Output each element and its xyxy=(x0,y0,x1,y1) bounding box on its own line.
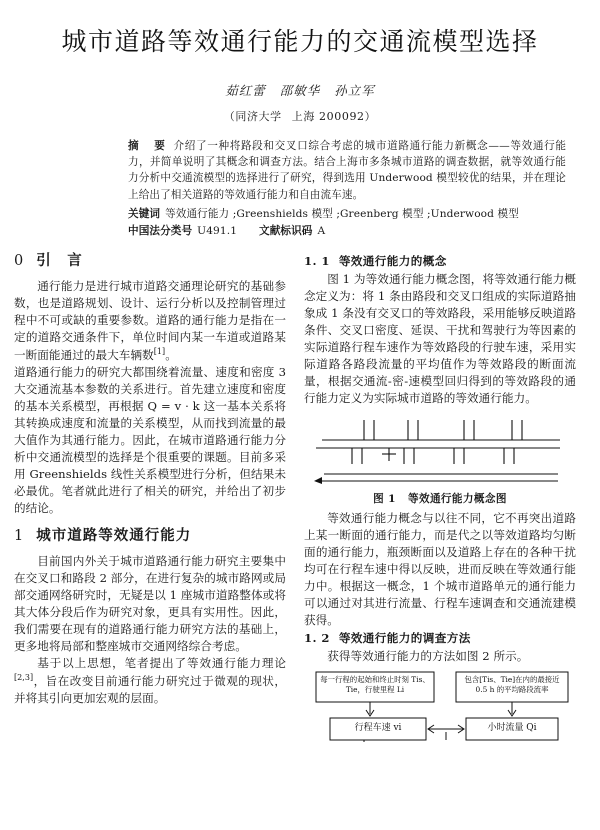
subsection-1-2-title: 等效通行能力的调查方法 xyxy=(338,631,471,646)
clc-label: 中国法分类号 xyxy=(128,224,193,237)
keywords-label: 关键词 xyxy=(128,207,161,220)
classification-line xyxy=(128,223,566,240)
abstract-block xyxy=(0,138,600,239)
section-1-number: 1 xyxy=(14,528,25,545)
section-0-number: 0 xyxy=(14,253,25,269)
figure-1-caption xyxy=(304,491,576,506)
abstract-paragraph xyxy=(128,138,566,202)
section-1-paragraph-1: 目前国内外关于城市道路通行能力研究主要集中在交叉口和路段 2 部分，在进行复杂的城市路网或局部交通网络研究时，无疑是以 1 座城市道路整体或将其大体分段后作为研究对象，更具有实用性。因此，我们需要在现有的道路通行能力研究方法的基础上，更多地将局部和整座城市交通网络综合考虑。 xyxy=(14,553,286,654)
author-2: 邵敏华 xyxy=(279,83,321,99)
abstract-text: 介绍了一种将路段和交叉口综合考虑的城市道路通行能力新概念——等效通行能力，并简单说明了其概念和调查方法。结合上海市多条城市道路的调查数据，就等效通行能力分析中交通流模型的选择进行了研究，得到选用 Underwood 模型较优的结果，并在理论上给出了相关道路的等效通行能力和自由流车速。 xyxy=(128,140,567,201)
doc-code-value: A xyxy=(317,224,326,237)
figure-2-box-mid-right-label: 小时流量 Qi xyxy=(487,722,537,733)
affiliation-university: （同济大学 xyxy=(223,110,282,124)
figure-2-box-mid-left-label: 行程车速 vi xyxy=(354,722,402,733)
keywords-line xyxy=(128,206,566,223)
section-1-paragraph-2-head: 基于以上思想，笔者提出了等效通行能力理论 xyxy=(37,656,286,671)
section-1-paragraph-2-tail: ，旨在改变目前通行能力研究过于微观的现状，并将其引向更加宏观的层面。 xyxy=(14,674,286,706)
subsection-1-1-title: 等效通行能力的概念 xyxy=(338,254,447,268)
subsection-heading-1-2 xyxy=(304,631,576,647)
doc-code-label: 文献标识码 xyxy=(259,224,313,237)
title-block xyxy=(0,0,600,124)
figure-2-flowchart xyxy=(304,670,576,742)
section-heading-1 xyxy=(14,527,286,546)
reference-marker-2: [2,3] xyxy=(14,673,34,683)
section-1-paragraph-2 xyxy=(14,655,286,707)
figure-1-caption-text: 等效通行能力概念图 xyxy=(407,492,507,505)
affiliation xyxy=(30,108,570,124)
author-list xyxy=(30,81,570,99)
after-figure-paragraph: 等效通行能力概念与以往不同，它不再突出道路上某一断面的通行能力，而是代之以等效道路均匀断面的通行能力，瓶颈断面以及道路上存在的各种干扰均可在行程车速中得以反映，进而反映在等效通行能力中。根据这一概念，1 个城市道路单元的通行能力可以通过对其进行流量、行程车速调查和交通流建模获得。 xyxy=(304,510,576,628)
subsection-heading-1-1 xyxy=(304,254,576,270)
figure-1 xyxy=(304,414,576,506)
figure-1-diagram xyxy=(308,414,572,486)
figure-1-caption-number: 图 1 xyxy=(373,492,396,505)
figure-2-box-top-left-label: 每一行程的起始和终止时刻 Tis、Tie，行驶里程 Li xyxy=(320,674,430,694)
author-1: 茹红蕾 xyxy=(225,83,266,99)
abstract-label: 摘 要 xyxy=(128,140,168,153)
figure-2-box-top-right-label: 包含[Tis、Tie]在内的最接近 0.5 h 的平均路段流率 xyxy=(464,674,560,694)
affiliation-city-zip: 上海 200092） xyxy=(291,110,377,124)
body-columns xyxy=(0,252,600,746)
subsection-1-1-paragraph: 图 1 为等效通行能力概念图，将等效通行能力概念定义为：将 1 条由路段和交叉口组成的实际道路抽象成 1 条没有交叉口的等效路段，采用能够反映道路条件、交叉口密度、延误、干扰和驾驶行为等因素的实际道路行程车速作为等效路段的行驶车速，采用实际道路各路段流量的平均值作为等效路段的断面流量，根据交通流-密-速模型回归得到的等效路段的通行能力定义为实际城市道路的等效通行能力。 xyxy=(304,271,576,405)
keywords-text: 等效通行能力 ;Greenshields 模型 ;Greenberg 模型 ;Underwood 模型 xyxy=(165,207,519,220)
section-0-title: 引 言 xyxy=(36,252,83,269)
subsection-1-1-number: 1. 1 xyxy=(304,254,330,268)
section-0-paragraph-1: 通行能力是进行城市道路交通理论研究的基础参数，也是道路规划、设计、运行分析以及控制管理过程中不可或缺的重要参数。道路的通行能力是指在一定的道路交通条件下，单位时间内某一车道或道路某一断面能通过的最大车辆数[1]。 xyxy=(14,278,286,362)
left-column xyxy=(14,252,286,746)
subsection-1-2-number: 1. 2 xyxy=(304,631,330,646)
page-title: 城市道路等效通行能力的交通流模型选择 xyxy=(61,27,539,56)
section-0-paragraph-2: 道路通行能力的研究大都围绕着流量、速度和密度 3 大交通流基本参数的关系进行。首先建立速度和密度的基本关系模型，再根据 Q = v · k 这一基本关系将其转换成速度和流量的关系模型，从而找到流量的最大值作为其通行能力。因此，在城市道路通行能力分析中交通流模型的选择是个很重要的课题。目前多采用 Greenshields 线性关系模型进行分析，但结果未必最优。笔者就此进行了相关的研究，并给出了初步的结论。 xyxy=(14,364,286,516)
figure-2 xyxy=(304,670,576,746)
section-1-title: 城市道路等效通行能力 xyxy=(36,527,192,545)
section-heading-0 xyxy=(14,252,286,271)
right-column xyxy=(304,252,576,746)
author-3: 孙立军 xyxy=(334,83,375,99)
reference-marker-1: [1] xyxy=(153,346,166,356)
subsection-1-2-paragraph: 获得等效通行能力的方法如图 2 所示。 xyxy=(327,648,529,663)
section-0-paragraph-1-text: 通行能力是进行城市道路交通理论研究的基础参数，也是道路规划、设计、运行分析以及控制管理过程中不可或缺的重要参数。道路的通行能力是指在一定的道路交通条件下，单位时间内某一车道或道路某一断面能通过的最大车辆数 xyxy=(14,278,286,362)
clc-value: U491.1 xyxy=(197,224,238,237)
